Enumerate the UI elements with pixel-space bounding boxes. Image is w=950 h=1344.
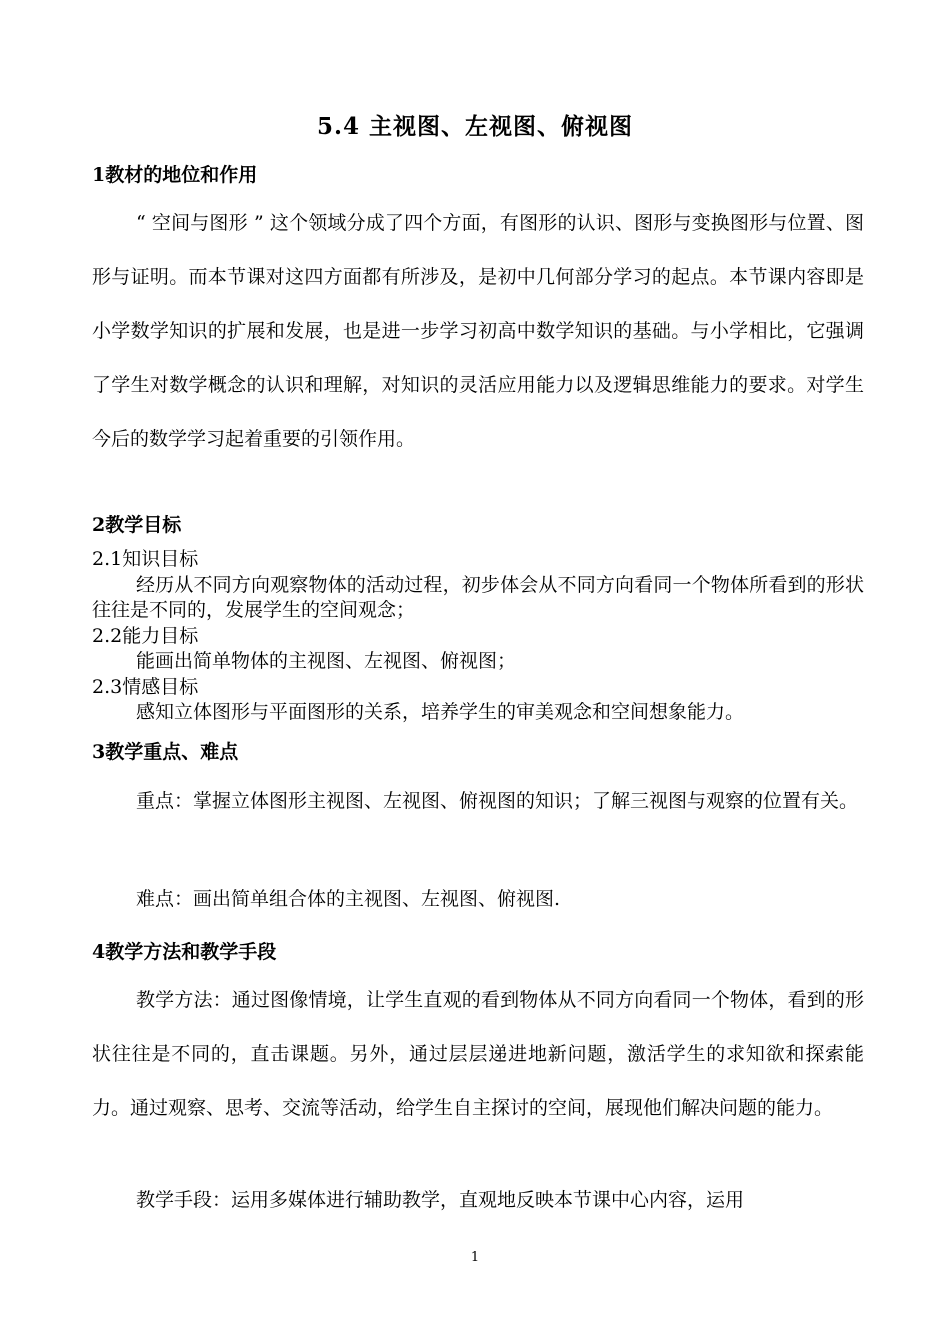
objective-knowledge-heading: 2.1知识目标 — [92, 548, 199, 570]
section-1-heading: 1教材的地位和作用 — [92, 164, 258, 186]
section-4-methods: 教学方法：通过图像情境，让学生直观的看到物体从不同方向看同一个物体，看到的形状往往是不同的，直击课题。另外，通过层层递进地新问题，激活学生的求知欲和探索能力。通过观察、思考、交流等活动，给学生自主探讨的空间，展现他们解决问题的能力。 — [92, 989, 864, 1119]
objective-ability-text: 能画出简单物体的主视图、左视图、俯视图； — [136, 650, 517, 672]
section-2-objectives — [92, 547, 864, 726]
section-3-key-points: 重点：掌握立体图形主视图、左视图、俯视图的知识；了解三视图与观察的位置有关。 — [136, 790, 859, 812]
section-2-heading: 2教学目标 — [92, 514, 182, 536]
objective-emotion-heading: 2.3情感目标 — [92, 675, 199, 698]
section-4-heading: 4教学方法和教学手段 — [92, 941, 277, 963]
section-1-paragraph: “ 空间与图形 ” 这个领域分成了四个方面，有图形的认识、图形与变换图形与位置、图形与证明。而本节课对这四方面都有所涉及，是初中几何部分学习的起点。本节课内容即是小学数学知识的扩展和发展，也是进一步学习初高中数学知识的基础。与小学相比，它强调了学生对数学概念的认识和理解，对知识的灵活应用能力以及逻辑思维能力的要求。对学生今后的数学学习起着重要的引领作用。 — [92, 212, 864, 450]
objective-knowledge-text: 经历从不同方向观察物体的活动过程，初步体会从不同方向看同一个物体所看到的形状往往是不同的，发展学生的空间观念； — [92, 573, 864, 621]
page-title: 5.4 主视图、左视图、俯视图 — [316, 113, 634, 140]
objective-ability-heading: 2.2能力目标 — [92, 624, 199, 647]
objective-emotion-text: 感知立体图形与平面图形的关系，培养学生的审美观念和空间想象能力。 — [136, 701, 745, 723]
page-number: 1 — [470, 1250, 480, 1265]
section-3-heading: 3教学重点、难点 — [92, 741, 239, 763]
section-3-difficulties: 难点：画出简单组合体的主视图、左视图、俯视图. — [136, 888, 561, 910]
section-4-means: 教学手段：运用多媒体进行辅助教学，直观地反映本节课中心内容，运用 — [136, 1189, 745, 1211]
